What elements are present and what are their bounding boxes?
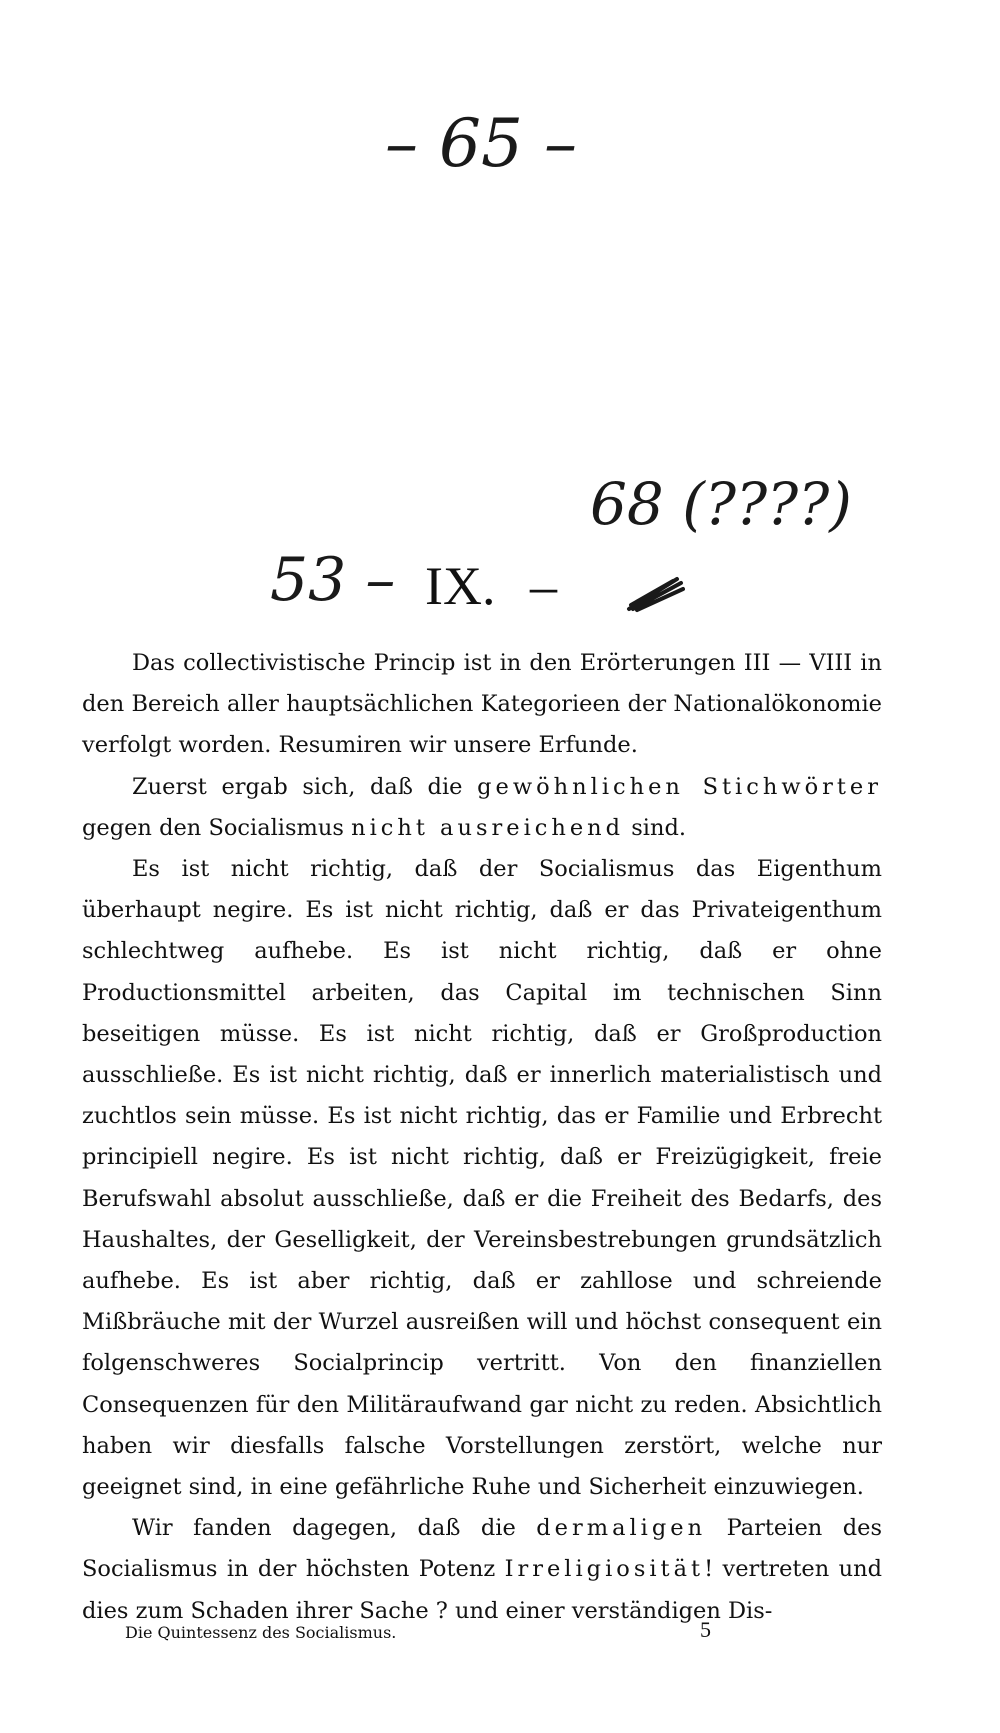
paragraph-text: Es ist nicht richtig, daß der Socialismus das Eigenthum überhaupt negire. Es ist nicht richtig, daß er das Privateigenthum schlechtweg aufhebe. Es ist nicht richtig, daß er ohne Productionsmittel arbeiten, das Capital im technischen Sinn beseitigen müsse. Es ist nicht richtig, daß er Großproduction ausschließe. Es ist nicht richtig, daß er innerlich materialistisch und zuchtlos sein müsse. Es ist nicht richtig, das er Familie und Erbrecht principiell negire. Es ist nicht richtig, daß er Freizügigkeit, freie Berufswahl absolut ausschließe, daß er die Freiheit des Bedarfs, des Haushaltes, der Geselligkeit, der Vereinsbestrebungen grundsätzlich aufhebe. Es ist aber richtig, daß er zahllose und schreiende Mißbräuche mit der Wurzel ausreißen will und höchst consequent ein folgenschweres Socialprincip vertritt. Von den finanziellen Consequenzen für den Militäraufwand gar nicht zu reden. Absichtlich haben wir diesfalls falsche Vorstellungen zerstört, welche nur geeignet sind, in eine gefährliche Ruhe und Sicherheit einzuwiegen. bbox=[82, 856, 882, 1501]
handwritten-annotation: 68 (????) bbox=[590, 470, 852, 538]
paragraph-text: Das collectivistische Princip ist in den Erörterungen III — VIII in den Bereich aller hauptsächlichen Kategorieen der Nationalökonomie verfolgt worden. Resumiren wir unsere Erfunde. bbox=[82, 650, 882, 759]
footer-signature-title: Die Quintessenz des Socialismus. bbox=[125, 1623, 397, 1642]
paragraph-text: Wir fanden dagegen, daß die bbox=[132, 1515, 537, 1542]
paragraph-text: ! vertreten und dies zum Schaden ihrer Sache ? und einer verständigen Dis- bbox=[82, 1556, 882, 1624]
paragraph-p2 bbox=[82, 767, 882, 849]
spaced-emphasis-text: Irreligiosität bbox=[504, 1556, 705, 1583]
spaced-emphasis-text: gewöhnlichen Stichwörter bbox=[477, 773, 882, 800]
spaced-emphasis-text: dermaligen bbox=[536, 1515, 707, 1542]
paragraph-p4 bbox=[82, 1508, 882, 1632]
paragraph-text: sind. bbox=[624, 814, 687, 841]
paragraph-text: Parteien des Socialismus in der höchsten Potenz bbox=[82, 1515, 883, 1583]
handwritten-old-page-number: 53 – bbox=[270, 545, 396, 615]
paragraph-p1 bbox=[82, 643, 882, 767]
section-heading: IX. bbox=[425, 556, 496, 616]
footer-signature-number: 5 bbox=[700, 1617, 711, 1642]
ink-scribble-mark bbox=[625, 575, 685, 613]
body-text bbox=[82, 643, 882, 1632]
paragraph-p3 bbox=[82, 849, 882, 1508]
section-heading-dash: – bbox=[530, 556, 557, 616]
handwritten-page-number: – 65 – bbox=[385, 105, 577, 182]
paragraph-text: Zuerst ergab sich, daß die bbox=[132, 773, 478, 800]
spaced-emphasis-text: nicht ausreichend bbox=[351, 814, 625, 841]
paragraph-text: gegen den Socialismus bbox=[82, 814, 352, 841]
